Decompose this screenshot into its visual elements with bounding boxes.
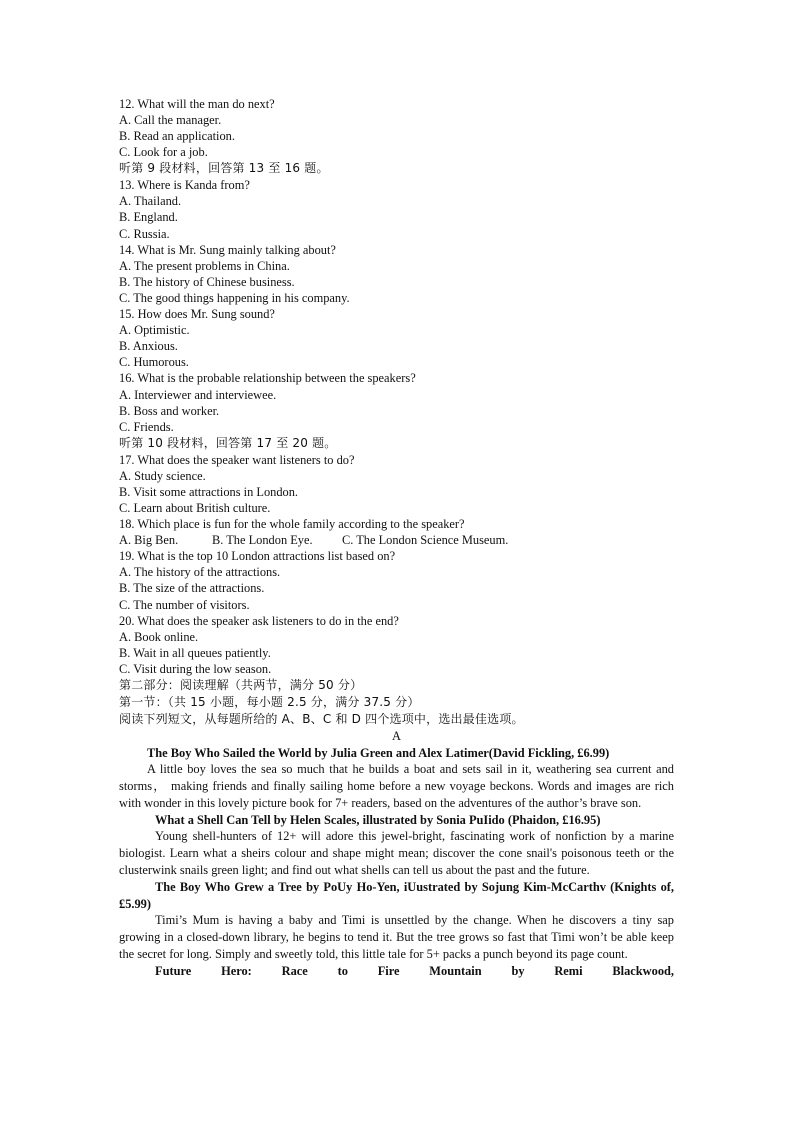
book-review-3: Timi’s Mum is having a baby and Timi is unsettled by the change. When he discovers a tiny sap growing in a closed-down library, he begins to tend it. But the tree grows so fast that Timi won’t be able keep the secret for long. Simply and sweetly told, this little tale for 5+ packs a punch beyond its page count. bbox=[119, 913, 674, 961]
question-13 bbox=[119, 177, 674, 241]
question-stem: 12. What will the man do next? bbox=[119, 97, 275, 111]
question-16 bbox=[119, 370, 674, 434]
book-title-4: Future Hero: Race to Fire Mountain by Remi Blackwood, bbox=[155, 963, 674, 978]
question-stem: 14. What is Mr. Sung mainly talking about? bbox=[119, 242, 336, 257]
option-b: B. The size of the attractions. bbox=[119, 581, 265, 596]
option-a: A. Study science. bbox=[119, 468, 206, 483]
question-20 bbox=[119, 613, 674, 677]
question-stem: 19. What is the top 10 London attractions list based on? bbox=[119, 549, 396, 564]
option-c: C. Humorous. bbox=[119, 355, 189, 370]
question-12 bbox=[119, 96, 674, 160]
option-a: A. Optimistic. bbox=[119, 323, 190, 338]
question-stem: 18. Which place is fun for the whole family according to the speaker? bbox=[119, 517, 465, 532]
question-stem: 16. What is the probable relationship between the speakers? bbox=[119, 371, 416, 386]
book-title-2: What a Shell Can Tell by Helen Scales, illustrated by Sonia PuIido (Phaidon, £16.95) bbox=[155, 813, 601, 828]
question-14 bbox=[119, 242, 674, 306]
option-a: A. Interviewer and interviewee. bbox=[119, 387, 277, 402]
section-instruction-10: 听第 10 段材料，回答第 17 至 20 题。 bbox=[119, 435, 337, 450]
document-page bbox=[119, 96, 674, 980]
option-a: A. The present problems in China. bbox=[119, 258, 290, 273]
reading-instruction: 阅读下列短文，从每题所给的 A、B、C 和 D 四个选项中，选出最佳选项。 bbox=[119, 711, 524, 726]
question-19 bbox=[119, 548, 674, 612]
option-a: A. Thailand. bbox=[119, 194, 182, 209]
option-b: B. Visit some attractions in London. bbox=[119, 484, 299, 499]
option-c: C. Look for a job. bbox=[119, 145, 208, 160]
option-b: B. Anxious. bbox=[119, 339, 178, 354]
question-18 bbox=[119, 516, 674, 548]
part-heading: 第二部分：阅读理解（共两节，满分 50 分） bbox=[119, 678, 363, 692]
option-b: B. The history of Chinese business. bbox=[119, 274, 295, 289]
option-c: C. Friends. bbox=[119, 419, 174, 434]
option-b: B. England. bbox=[119, 210, 178, 225]
option-c: C. The good things happening in his company. bbox=[119, 290, 350, 305]
section-instruction-9: 听第 9 段材料，回答第 13 至 16 题。 bbox=[119, 161, 329, 176]
option-b: B. Boss and worker. bbox=[119, 403, 220, 418]
option-c: C. Russia. bbox=[119, 226, 170, 241]
option-c: C. The London Science Museum. bbox=[342, 533, 509, 548]
question-stem: 15. How does Mr. Sung sound? bbox=[119, 307, 275, 322]
question-stem: 20. What does the speaker ask listeners to do in the end? bbox=[119, 613, 399, 628]
question-15 bbox=[119, 306, 674, 370]
book-title-1: The Boy Who Sailed the World by Julia Green and Alex Latimer(David Fickling, £6.99) bbox=[147, 745, 610, 760]
option-a: A. Book online. bbox=[119, 629, 199, 644]
option-c: C. The number of visitors. bbox=[119, 597, 250, 612]
option-b: B. Wait in all queues patiently. bbox=[119, 645, 271, 660]
options-row bbox=[119, 532, 674, 548]
option-c: C. Learn about British culture. bbox=[119, 500, 271, 515]
option-a: A. Big Ben. bbox=[119, 533, 179, 548]
question-stem: 13. Where is Kanda from? bbox=[119, 178, 250, 193]
option-b: B. The London Eye. bbox=[212, 533, 313, 548]
book-title-3: The Boy Who Grew a Tree by PoUy Ho-Yen, iUustrated by Sojung Kim-McCarthv (Knights of, £5.99) bbox=[119, 879, 674, 911]
question-17 bbox=[119, 452, 674, 516]
passage-label: A bbox=[392, 728, 401, 743]
question-stem: 17. What does the speaker want listeners to do? bbox=[119, 452, 355, 467]
option-b: B. Read an application. bbox=[119, 129, 235, 144]
option-a: A. Call the manager. bbox=[119, 113, 222, 128]
option-c: C. Visit during the low season. bbox=[119, 661, 272, 676]
option-a: A. The history of the attractions. bbox=[119, 565, 281, 580]
section-heading: 第一节：（共 15 小题，每小题 2.5 分，满分 37.5 分） bbox=[119, 694, 420, 709]
book-review-2: Young shell-hunters of 12+ will adore this jewel-bright, fascinating work of nonfiction by a marine biologist. Learn what a sheirs colour and shape might mean; discover the cone snail's poisonous teeth or the clusterwink snails green light; and find out what shells can tell us about the past and the future. bbox=[119, 829, 674, 877]
book-review-1: A little boy loves the sea so much that he builds a boat and sets sail in it, weathering sea current and storms， making friends and finally sailing home before a new voyage beckons. Words and images are rich with wonder in this lovely picture book for 7+ readers, based on the adventures of the author’s brave son. bbox=[119, 761, 674, 810]
